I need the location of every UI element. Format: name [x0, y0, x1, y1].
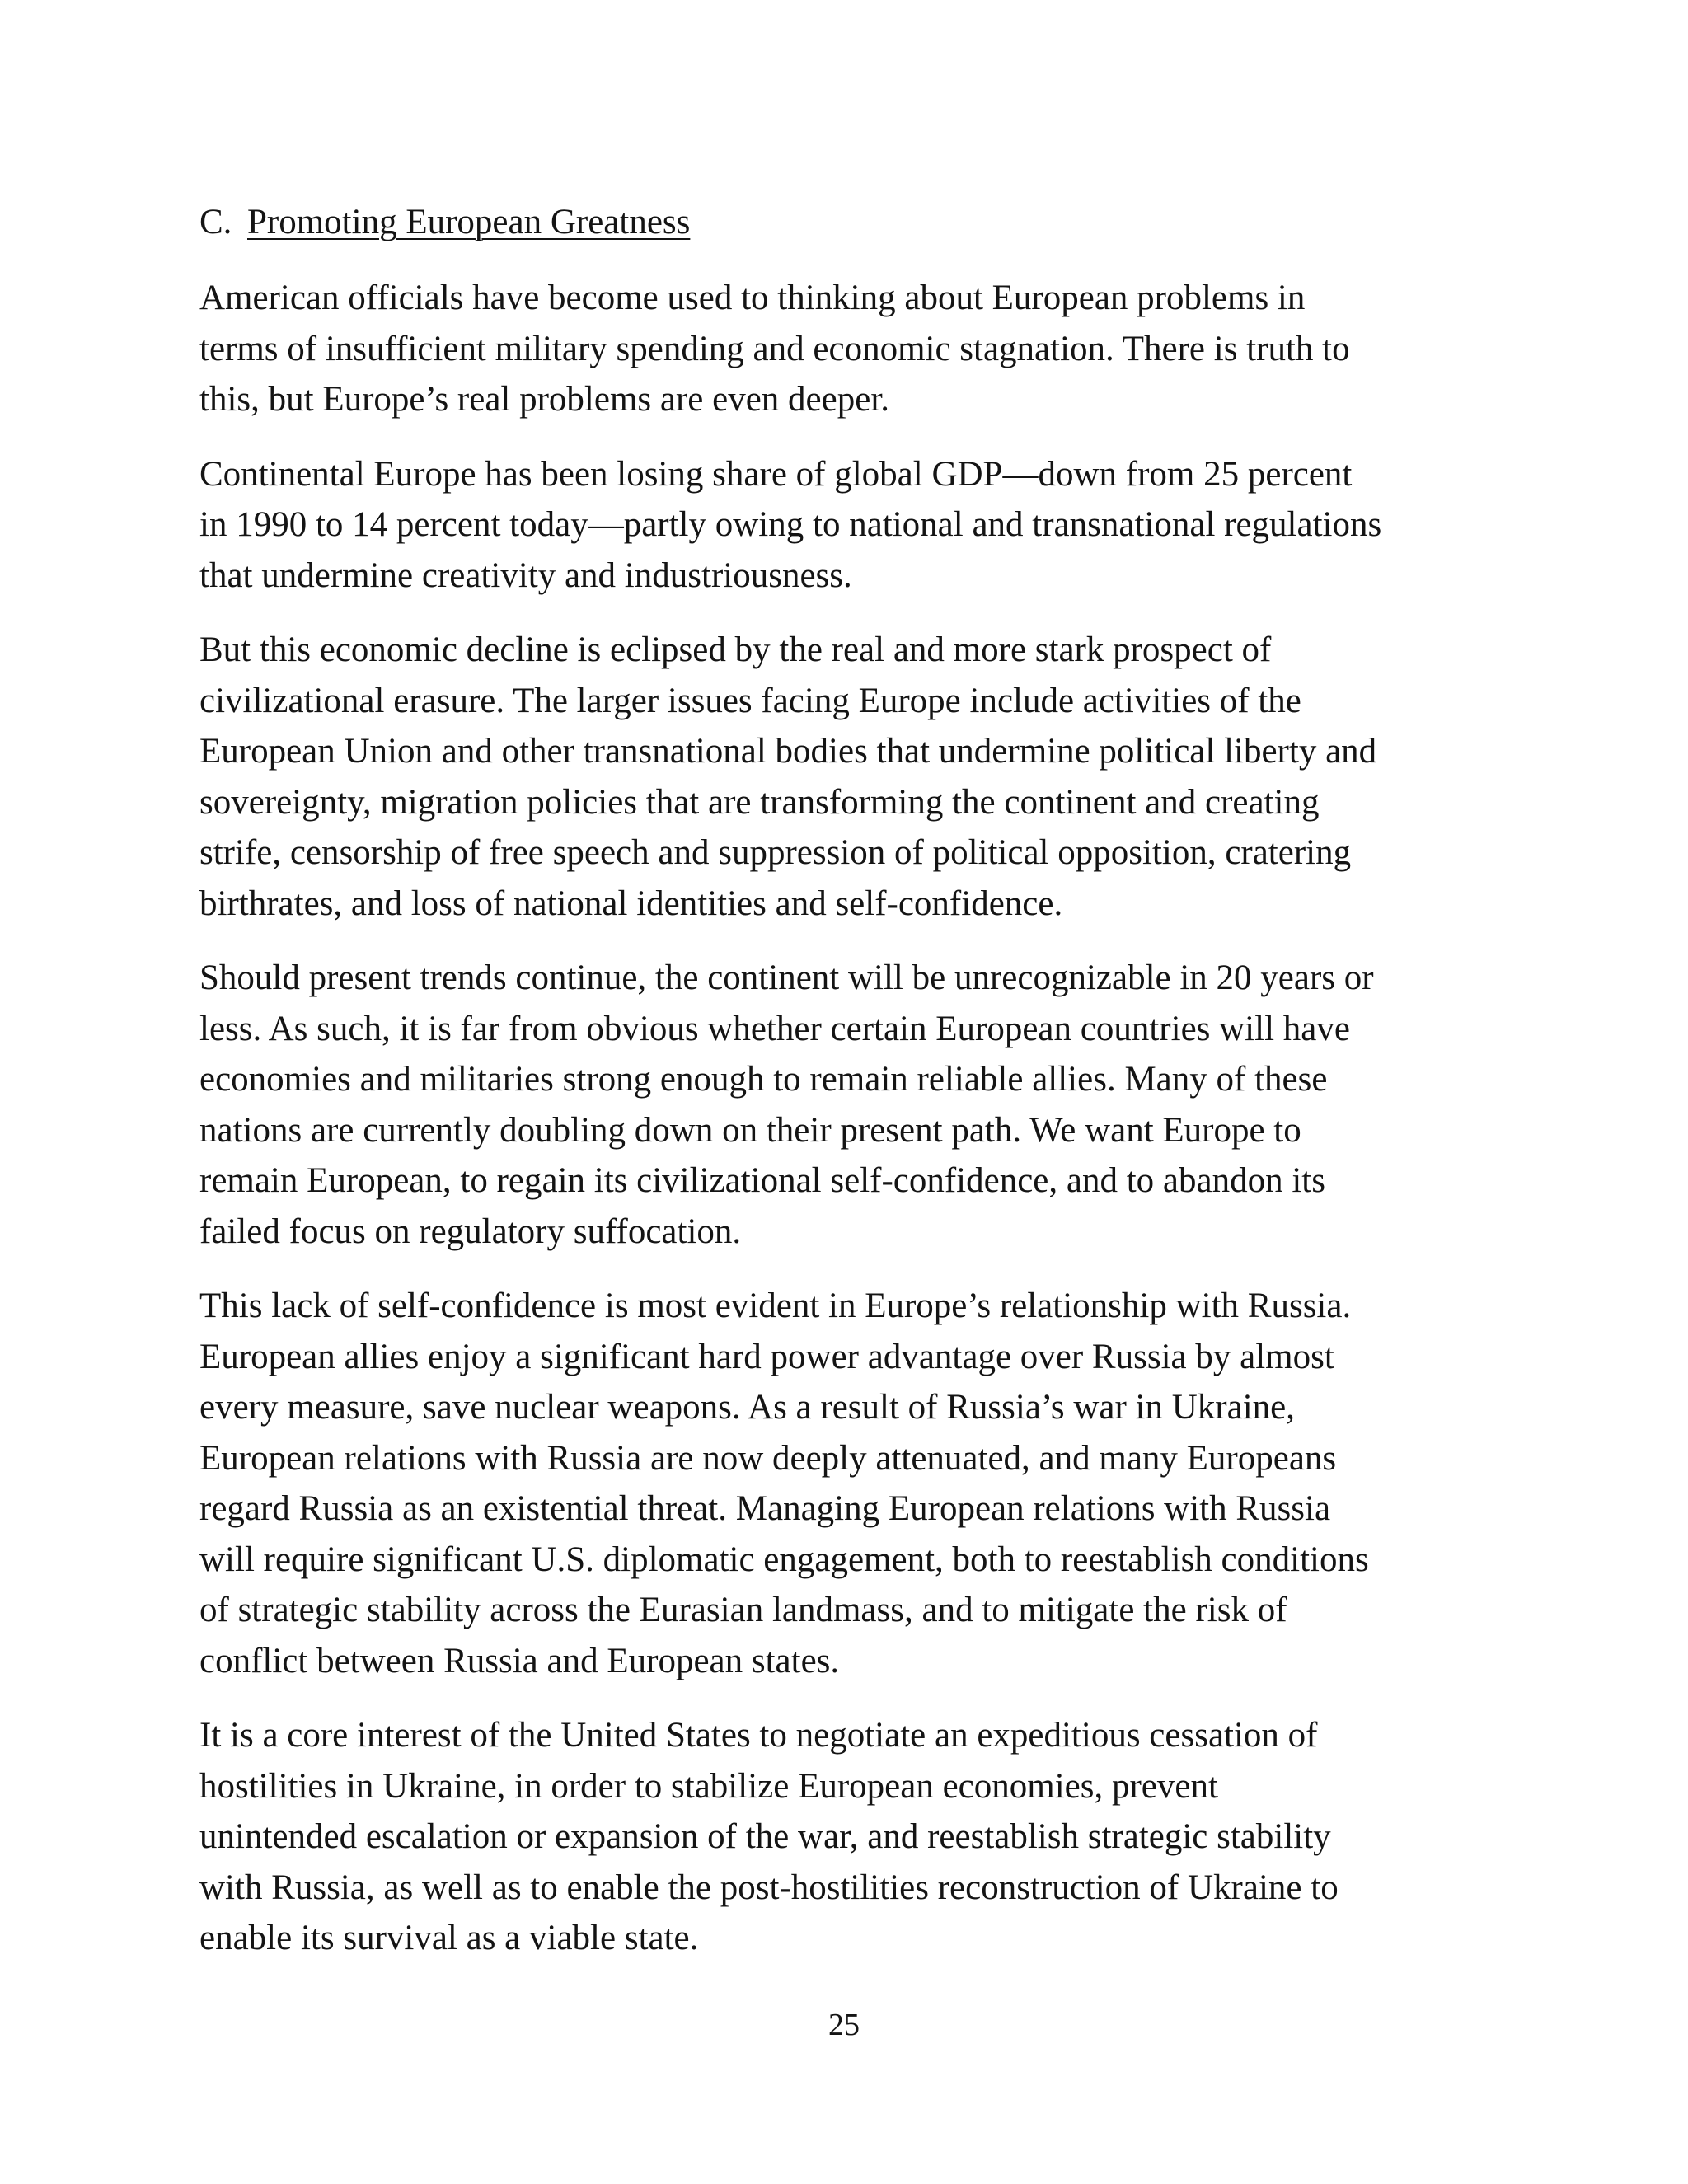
paragraph [199, 273, 1502, 425]
text-line: hostilities in Ukraine, in order to stabilize European economies, prevent [199, 1766, 1218, 1806]
text-line: that undermine creativity and industriousness. [199, 555, 852, 595]
text-line: remain European, to regain its civilizational self-confidence, and to abandon its [199, 1161, 1325, 1200]
text-line: unintended escalation or expansion of the war, and reestablish strategic stability [199, 1817, 1331, 1856]
paragraph [199, 625, 1502, 929]
text-line: birthrates, and loss of national identities and self-confidence. [199, 883, 1063, 923]
text-line: This lack of self-confidence is most evident in Europe’s relationship with Russia. [199, 1286, 1352, 1325]
text-line: will require significant U.S. diplomatic engagement, both to reestablish conditions [199, 1540, 1369, 1579]
text-line: European allies enjoy a significant hard power advantage over Russia by almost [199, 1337, 1334, 1376]
text-line: less. As such, it is far from obvious whether certain European countries will have [199, 1009, 1350, 1048]
text-line: Should present trends continue, the continent will be unrecognizable in 20 years or [199, 958, 1374, 997]
text-line: this, but Europe’s real problems are even deeper. [199, 380, 890, 419]
text-line: European Union and other transnational bodies that undermine political liberty and [199, 732, 1377, 771]
section-letter: C. [199, 203, 232, 241]
text-line: nations are currently doubling down on their present path. We want Europe to [199, 1110, 1301, 1150]
body-text [199, 273, 1502, 1988]
paragraph [199, 953, 1502, 1257]
text-line: every measure, save nuclear weapons. As a result of Russia’s war in Ukraine, [199, 1388, 1295, 1427]
section-title: Promoting European Greatness [247, 203, 691, 241]
text-line: But this economic decline is eclipsed by the real and more stark prospect of [199, 630, 1272, 669]
text-line: enable its survival as a viable state. [199, 1919, 699, 1957]
text-line: regard Russia as an existential threat. Managing European relations with Russia [199, 1489, 1331, 1528]
text-line: civilizational erasure. The larger issues facing Europe include activities of the [199, 681, 1301, 720]
text-line: sovereignty, migration policies that are transforming the continent and creating [199, 782, 1320, 822]
text-line: with Russia, as well as to enable the post-hostilities reconstruction of Ukraine to [199, 1868, 1339, 1907]
text-line: terms of insufficient military spending and economic stagnation. There is truth to [199, 329, 1350, 368]
text-line: strife, censorship of free speech and suppression of political opposition, cratering [199, 833, 1352, 872]
text-line: Continental Europe has been losing share of global GDP—down from 25 percent [199, 454, 1353, 494]
text-line: It is a core interest of the United States to negotiate an expeditious cessation of [199, 1716, 1318, 1755]
text-line: of strategic stability across the Eurasian landmass, and to mitigate the risk of [199, 1591, 1287, 1629]
paragraph [199, 449, 1502, 602]
text-line: conflict between Russia and European states. [199, 1641, 840, 1680]
text-line: economies and militaries strong enough to remain reliable allies. Many of these [199, 1060, 1328, 1099]
text-line: in 1990 to 14 percent today—partly owing to national and transnational regulations [199, 505, 1382, 544]
section-heading [199, 198, 690, 247]
paragraph [199, 1281, 1502, 1686]
text-line: failed focus on regulatory suffocation. [199, 1212, 742, 1251]
text-line: European relations with Russia are now deeply attenuated, and many Europeans [199, 1438, 1337, 1478]
paragraph [199, 1710, 1502, 1964]
text-line: American officials have become used to thinking about European problems in [199, 279, 1306, 317]
page-number: 25 [828, 2008, 860, 2042]
